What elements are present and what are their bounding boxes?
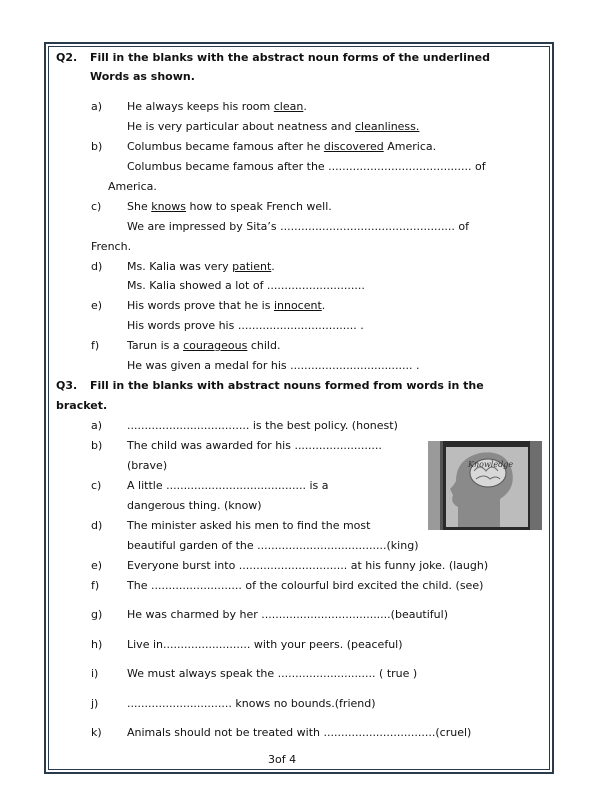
q2-title-line1: Fill in the blanks with the abstract noun forms of the underlined <box>90 51 491 64</box>
q3-item-letter: j) <box>91 697 99 710</box>
q2-item-letter: f) <box>91 339 100 352</box>
q2-item-sentence: His words prove that he is innocent. <box>127 299 326 312</box>
q2-item-blank: His words prove his .................................. . <box>127 319 364 332</box>
q2-item-sentence: Columbus became famous after he discovered America. <box>127 140 437 153</box>
q3-item-text: ................................... is the best policy. (honest) <box>127 419 398 432</box>
q3-item-letter: d) <box>91 519 103 532</box>
q3-item-letter: c) <box>91 479 102 492</box>
q2-item-answer: He is very particular about neatness and cleanliness. <box>127 120 420 133</box>
q3-item-text: .............................. knows no bounds.(friend) <box>127 697 376 710</box>
q3-item-text-cont: beautiful garden of the .....................................(king) <box>127 539 419 552</box>
q2-item-blank: Ms. Kalia showed a lot of ............................ <box>127 279 365 292</box>
q2-item-sentence: She knows how to speak French well. <box>127 200 332 213</box>
page-border-inner <box>48 46 550 770</box>
q2-item-letter: e) <box>91 299 103 312</box>
q2-item-letter: c) <box>91 200 102 213</box>
q3-item-text: The .......................... of the colourful bird excited the child. (see) <box>127 579 484 592</box>
q3-item-text: The child was awarded for his ......................... <box>127 439 382 452</box>
q2-item-blank-cont: America. <box>108 180 157 193</box>
q2-item-letter: a) <box>91 100 103 113</box>
q2-item-letter: b) <box>91 140 103 153</box>
q3-title-line2: bracket. <box>56 399 108 412</box>
q3-item-text: We must always speak the ............................ ( true ) <box>127 667 418 680</box>
q3-item-letter: f) <box>91 579 100 592</box>
q2-item-sentence: He always keeps his room clean. <box>127 100 307 113</box>
q2-item-blank: We are impressed by Sita’s .................................................. of <box>127 220 470 233</box>
q3-item-letter: h) <box>91 638 103 651</box>
q3-item-text: He was charmed by her .....................................(beautiful) <box>127 608 448 621</box>
q3-item-text: Animals should not be treated with ................................(cruel) <box>127 726 472 739</box>
q2-item-blank: Columbus became famous after the ......................................... of <box>127 160 486 173</box>
q3-item-letter: e) <box>91 559 103 572</box>
q3-item-letter: g) <box>91 608 103 621</box>
q2-item-sentence: Tarun is a courageous child. <box>127 339 281 352</box>
q3-item-letter: a) <box>91 419 103 432</box>
knowledge-head-image <box>428 441 542 530</box>
q3-title-line1: Fill in the blanks with abstract nouns formed from words in the <box>90 379 484 392</box>
q2-number: Q2. <box>56 51 78 64</box>
q2-item-letter: d) <box>91 260 103 273</box>
q3-item-text: A little ........................................ is a <box>127 479 329 492</box>
q2-title-line2: Words as shown. <box>90 70 195 83</box>
q3-item-letter: b) <box>91 439 103 452</box>
q2-item-sentence: Ms. Kalia was very patient. <box>127 260 275 273</box>
q3-item-text: The minister asked his men to find the most <box>127 519 371 532</box>
page-number: 3of 4 <box>268 753 297 766</box>
q3-item-letter: k) <box>91 726 102 739</box>
knowledge-text: Knowledge <box>468 460 514 469</box>
q3-number: Q3. <box>56 379 78 392</box>
q3-item-text: Live in......................... with your peers. (peaceful) <box>127 638 403 651</box>
q3-item-text: Everyone burst into ............................... at his funny joke. (laugh) <box>127 559 489 572</box>
q3-item-letter: i) <box>91 667 99 680</box>
q3-item-text-cont: dangerous thing. (know) <box>127 499 262 512</box>
q3-item-text-cont: (brave) <box>127 459 168 472</box>
q2-item-blank-cont: French. <box>91 240 132 253</box>
q2-item-blank: He was given a medal for his ................................... . <box>127 359 420 372</box>
